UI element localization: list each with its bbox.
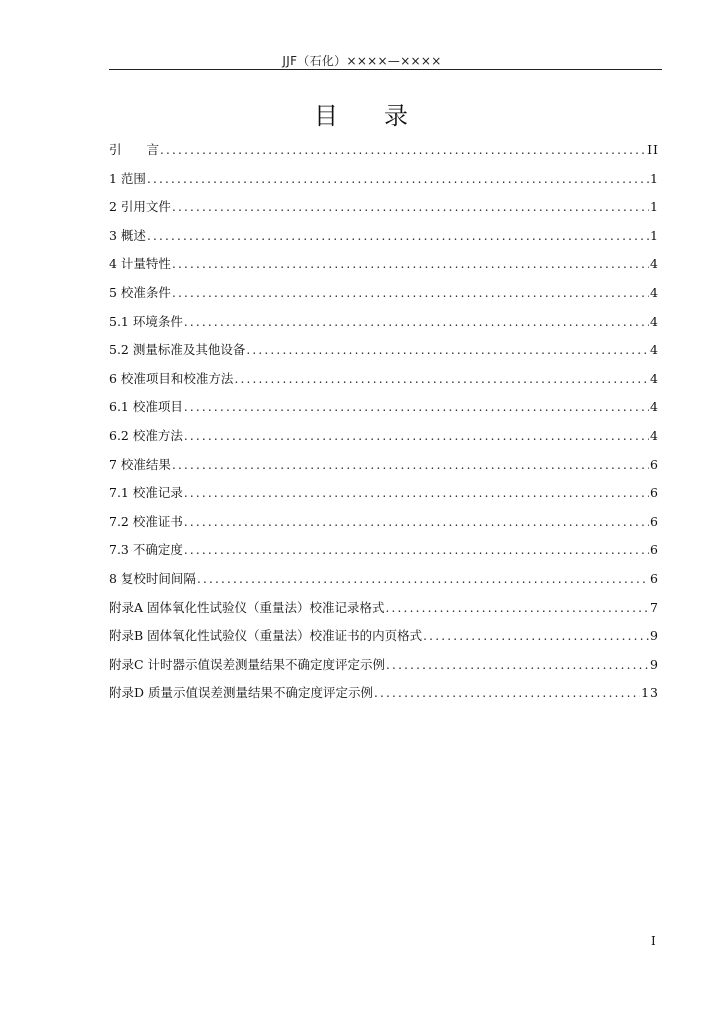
- toc-entry-label: 6.2 校准方法: [109, 427, 183, 443]
- toc-entry-page: 7: [650, 599, 659, 615]
- table-of-contents: [109, 136, 659, 708]
- title-char-left: 目: [314, 102, 340, 130]
- toc-entry-label: 附录B 固体氧化性试验仪（重量法）校准证书的内页格式: [109, 628, 423, 644]
- toc-entry[interactable]: [109, 365, 659, 394]
- toc-entry-label: 5.2 测量标准及其他设备: [109, 342, 246, 358]
- toc-entry-page: 1: [650, 227, 659, 243]
- toc-entry-page: 9: [650, 628, 659, 644]
- toc-entry-page: 1: [650, 170, 659, 186]
- toc-entry-page: 4: [650, 313, 659, 329]
- toc-entry-page: 6: [650, 570, 659, 586]
- toc-entry[interactable]: [109, 165, 659, 194]
- toc-leader-dots: [147, 222, 649, 251]
- toc-entry-label: 1 范围: [109, 170, 146, 186]
- header-rule: [109, 69, 662, 70]
- toc-entry-page: 13: [641, 685, 659, 701]
- toc-entry[interactable]: [109, 594, 659, 623]
- toc-leader-dots: [234, 365, 649, 394]
- running-header: JJF（石化）××××—××××: [282, 54, 442, 68]
- toc-entry[interactable]: [109, 622, 659, 651]
- toc-entry[interactable]: [109, 508, 659, 537]
- toc-entry[interactable]: [109, 479, 659, 508]
- toc-leader-dots: [184, 479, 649, 508]
- page-number: I: [651, 934, 656, 948]
- toc-entry-label: 7.3 不确定度: [109, 542, 183, 558]
- toc-entry[interactable]: [109, 422, 659, 451]
- toc-entry-label: 7.1 校准记录: [109, 485, 183, 501]
- toc-leader-dots: [184, 536, 649, 565]
- toc-entry[interactable]: [109, 193, 659, 222]
- toc-entry-label: 3 概述: [109, 227, 146, 243]
- toc-leader-dots: [386, 594, 650, 623]
- toc-entry-label: 引 言: [109, 142, 160, 157]
- toc-entry-label: 5.1 环境条件: [109, 313, 183, 329]
- toc-entry[interactable]: [109, 308, 659, 337]
- toc-entry[interactable]: [109, 279, 659, 308]
- toc-leader-dots: [172, 451, 649, 480]
- toc-entry-page: 9: [650, 656, 659, 672]
- toc-entry[interactable]: [109, 336, 659, 365]
- toc-leader-dots: [374, 679, 640, 708]
- toc-entry-page: 6: [650, 485, 659, 501]
- toc-entry-page: 4: [650, 284, 659, 300]
- toc-entry[interactable]: [109, 651, 659, 680]
- toc-leader-dots: [184, 393, 649, 422]
- toc-entry-page: 4: [650, 370, 659, 386]
- toc-entry-label: 4 计量特性: [109, 256, 171, 272]
- toc-entry-label: 6.1 校准项目: [109, 399, 183, 415]
- title-char-right: 录: [384, 102, 410, 130]
- toc-entry-label: 6 校准项目和校准方法: [109, 370, 234, 386]
- toc-entry-label: 7.2 校准证书: [109, 513, 183, 529]
- toc-leader-dots: [160, 136, 646, 165]
- toc-leader-dots: [386, 651, 649, 680]
- toc-entry-page: 4: [650, 399, 659, 415]
- toc-entry[interactable]: [109, 679, 659, 708]
- toc-entry[interactable]: [109, 451, 659, 480]
- toc-entry[interactable]: [109, 393, 659, 422]
- toc-leader-dots: [246, 336, 649, 365]
- toc-entry-page: II: [647, 142, 659, 157]
- toc-entry-page: 6: [650, 456, 659, 472]
- toc-leader-dots: [172, 279, 649, 308]
- toc-leader-dots: [172, 193, 649, 222]
- toc-entry[interactable]: [109, 536, 659, 565]
- toc-entry-label: 8 复校时间间隔: [109, 570, 196, 586]
- toc-entry-page: 4: [650, 427, 659, 443]
- toc-entry[interactable]: [109, 250, 659, 279]
- toc-leader-dots: [423, 622, 649, 651]
- toc-leader-dots: [184, 422, 649, 451]
- toc-entry[interactable]: [109, 222, 659, 251]
- toc-entry-label: 附录D 质量示值误差测量结果不确定度评定示例: [109, 685, 373, 701]
- toc-leader-dots: [184, 508, 649, 537]
- toc-leader-dots: [172, 250, 649, 279]
- toc-entry-label: 2 引用文件: [109, 199, 171, 215]
- toc-entry-label: 5 校准条件: [109, 284, 171, 300]
- toc-leader-dots: [184, 308, 649, 337]
- toc-entry[interactable]: [109, 136, 659, 165]
- page-title: [0, 96, 724, 131]
- toc-entry-label: 7 校准结果: [109, 456, 171, 472]
- toc-entry-label: 附录A 固体氧化性试验仪（重量法）校准记录格式: [109, 599, 385, 615]
- toc-entry-page: 4: [650, 256, 659, 272]
- toc-entry-page: 6: [650, 542, 659, 558]
- toc-entry-page: 4: [650, 342, 659, 358]
- toc-entry-page: 6: [650, 513, 659, 529]
- toc-leader-dots: [197, 565, 649, 594]
- toc-entry[interactable]: [109, 565, 659, 594]
- toc-leader-dots: [147, 165, 649, 194]
- toc-entry-page: 1: [650, 199, 659, 215]
- toc-entry-label: 附录C 计时器示值误差测量结果不确定度评定示例: [109, 656, 386, 672]
